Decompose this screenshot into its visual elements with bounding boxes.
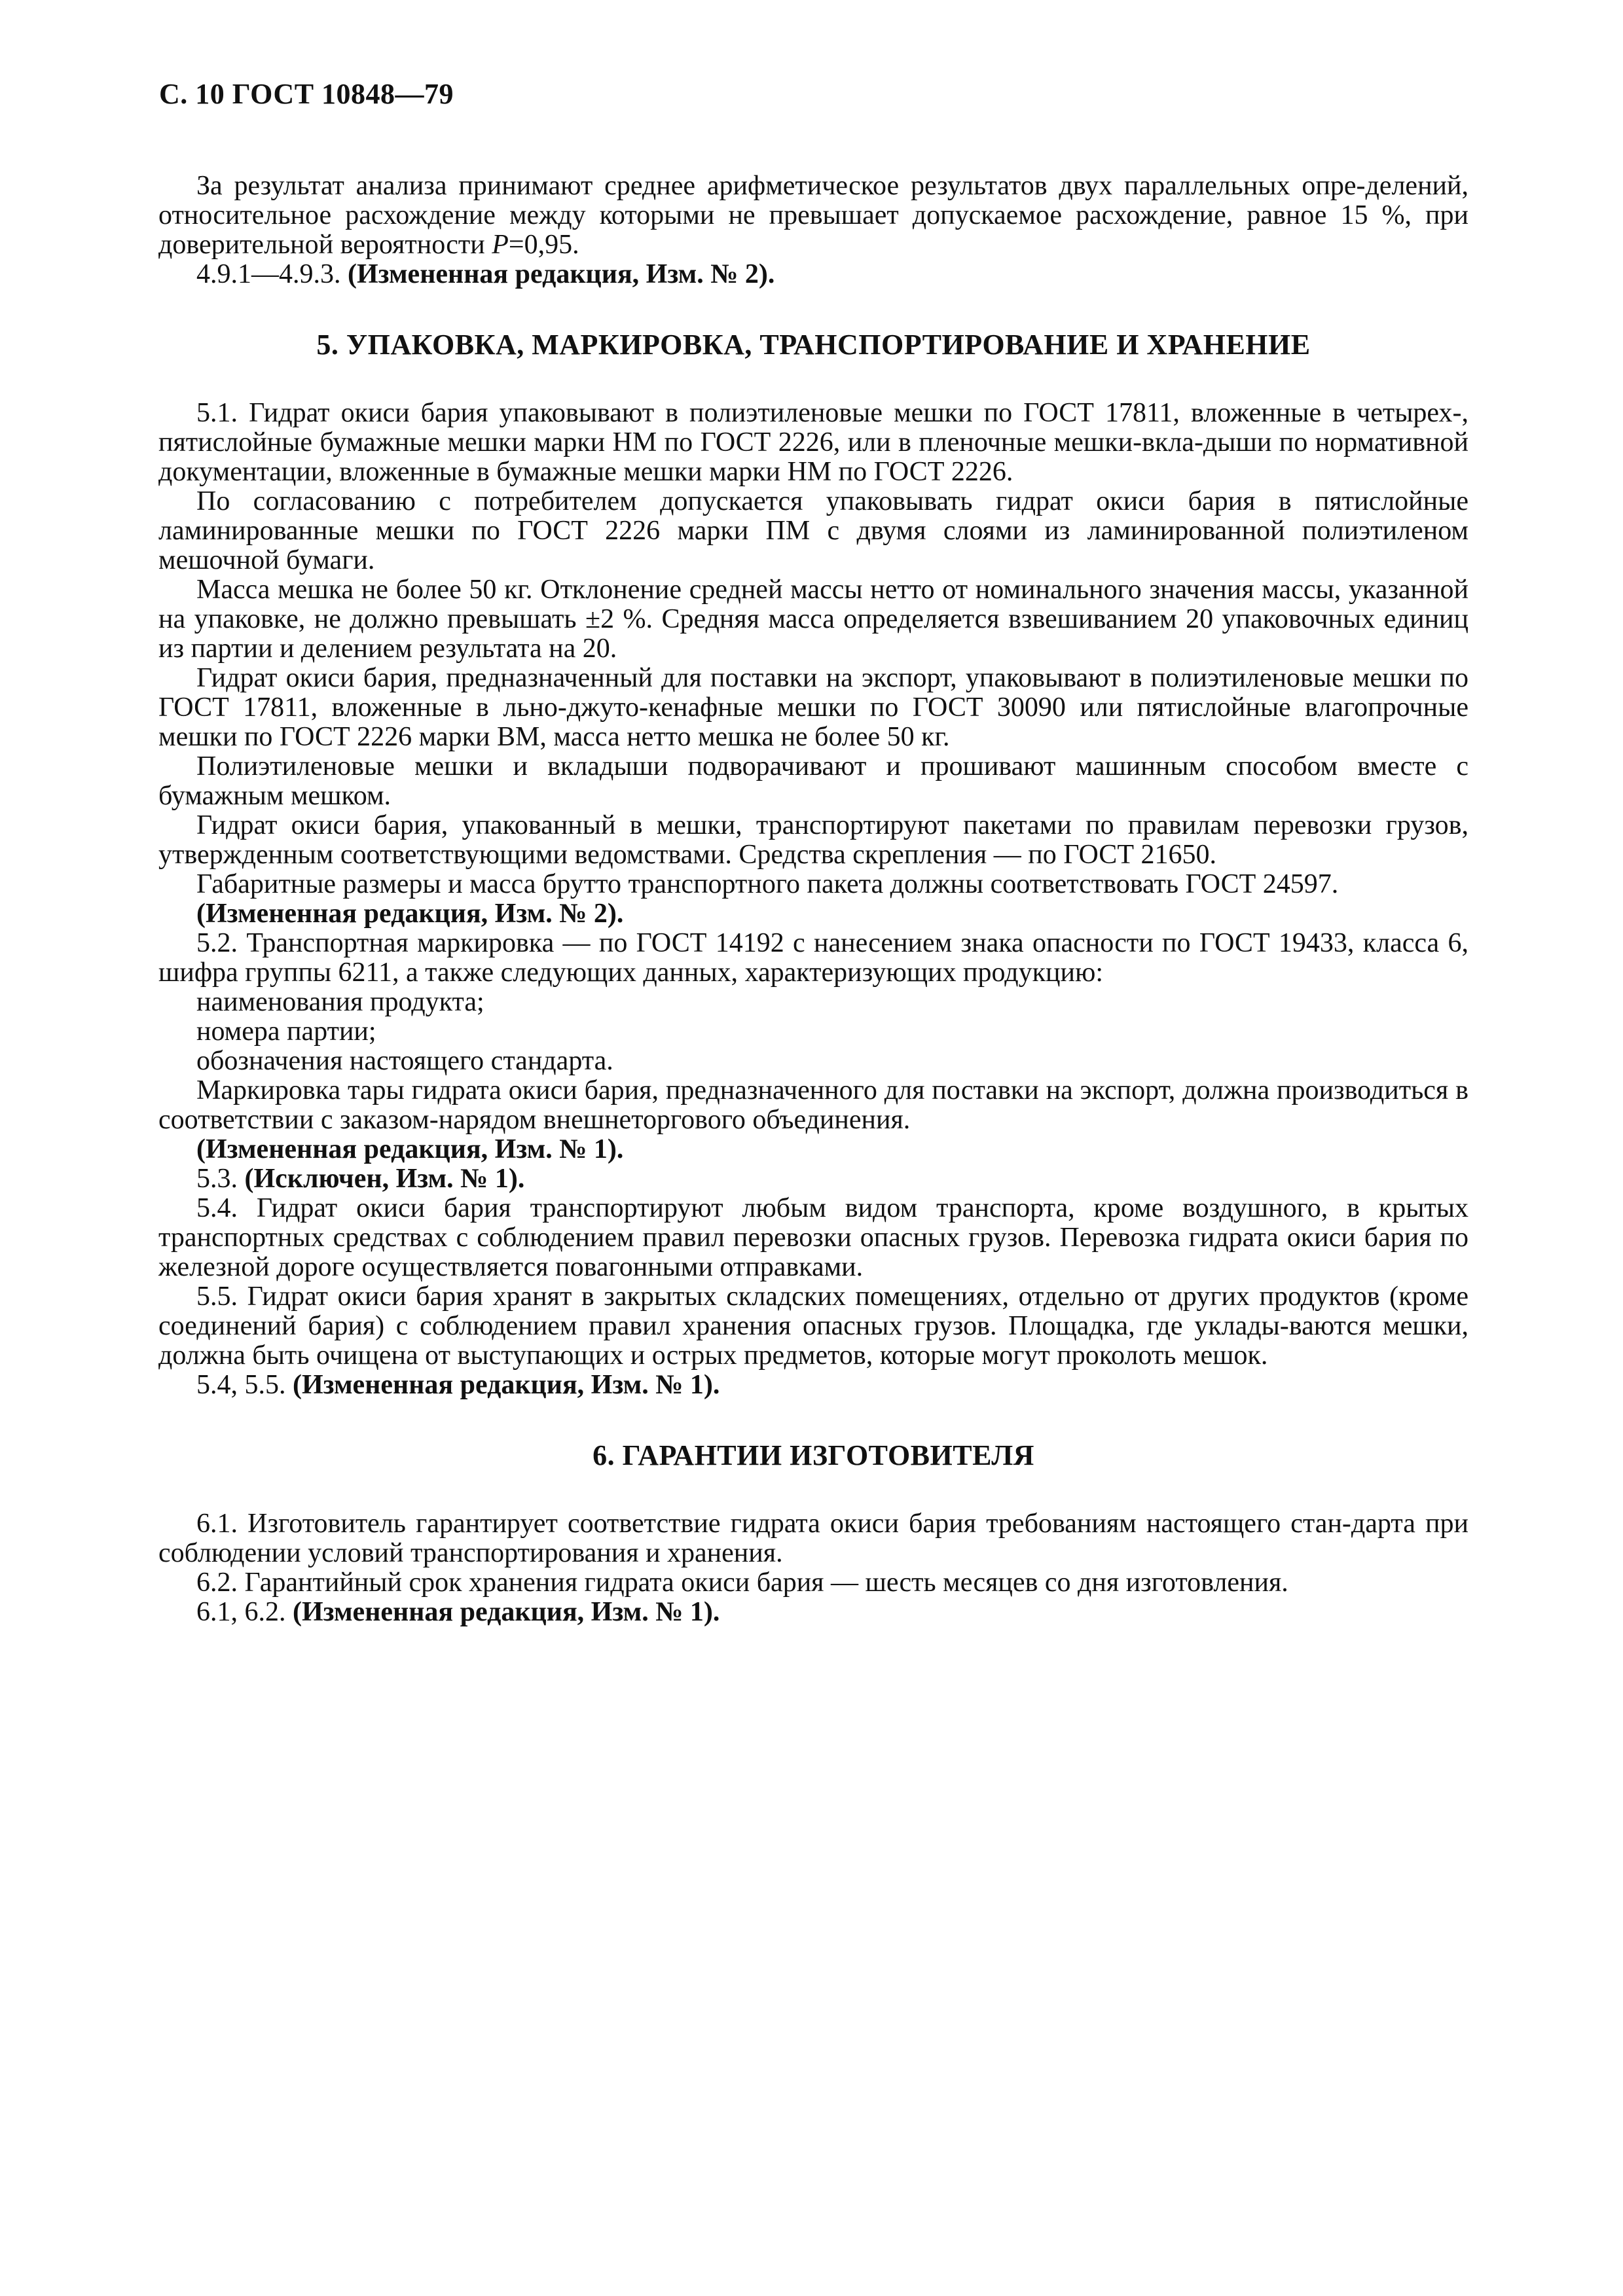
para-6-2: 6.2. Гарантийный срок хранения гидрата окиси бария — шесть месяцев со дня изготовления.: [196, 1568, 1288, 1598]
para-ref: 5.3.: [196, 1164, 238, 1194]
list-item: наименования продукта;: [196, 987, 484, 1017]
amendment-6-1-6-2: [158, 1598, 1468, 1627]
intro-text-end: =0,95.: [508, 230, 579, 260]
probability-symbol: P: [492, 230, 509, 260]
page-header: С. 10 ГОСТ 10848—79: [159, 78, 454, 110]
amendment-note: (Измененная редакция, Изм. № 1).: [293, 1597, 720, 1627]
para-5-1-d: Гидрат окиси бария, предназначенный для поставки на экспорт, упаковывают в полиэтиленовые мешки по ГОСТ 17811, вложенные в льно-джуто-кенафные мешки по ГОСТ 30090 или пятислойные влагопрочные мешки по ГОСТ 2226 марки ВМ, масса нетто мешка не более 50 кг.: [158, 663, 1468, 752]
para-5-5: 5.5. Гидрат окиси бария хранят в закрытых складских помещениях, отдельно от других продуктов (кроме соединений бария) с соблюдением правил хранения опасных грузов. Площадка, где уклады-ваются мешки, должна быть очищена от выступающих и острых предметов, которые могут проколоть мешок.: [158, 1282, 1468, 1371]
list-item: номера партии;: [196, 1016, 376, 1047]
section-5-title: 5. УПАКОВКА, МАРКИРОВКА, ТРАНСПОРТИРОВАНИЕ И ХРАНЕНИЕ: [316, 329, 1311, 361]
document-body: [158, 171, 1468, 1627]
para-6-1: 6.1. Изготовитель гарантирует соответствие гидрата окиси бария требованиям настоящего стан-дарта при соблюдении условий транспортирования и хранения.: [158, 1509, 1468, 1568]
para-5-1-b: По согласованию с потребителем допускается упаковывать гидрат окиси бария в пятислойные ламинированные мешки по ГОСТ 2226 марки ПМ с двумя слоями из ламинированной полиэтиленом мешочной бумаги.: [158, 486, 1468, 575]
intro-paragraph: [158, 171, 1468, 260]
para-ref: 5.4, 5.5.: [196, 1370, 286, 1400]
amendment-5-4-5-5: [158, 1371, 1468, 1400]
para-5-1-g: Габаритные размеры и масса брутто транспортного пакета должны соответствовать ГОСТ 24597.: [196, 869, 1339, 899]
list-item: обозначения настоящего стандарта.: [196, 1046, 613, 1076]
section-6-title: 6. ГАРАНТИИ ИЗГОТОВИТЕЛЯ: [593, 1439, 1034, 1471]
para-ref: 6.1, 6.2.: [196, 1597, 286, 1627]
para-5-3: [158, 1164, 1468, 1194]
amendment-note: (Измененная редакция, Изм. № 1).: [293, 1370, 720, 1400]
amendment-ref: 4.9.1—4.9.3.: [196, 259, 341, 289]
para-5-2: 5.2. Транспортная маркировка — по ГОСТ 14192 с нанесением знака опасности по ГОСТ 19433, класса 6, шифра группы 6211, а также следующих данных, характеризующих продукцию:: [158, 928, 1468, 988]
para-5-1-f: Гидрат окиси бария, упакованный в мешки, транспортируют пакетами по правилам перевозки грузов, утвержденным соответствующими ведомствами. Средства скрепления — по ГОСТ 21650.: [158, 810, 1468, 870]
excluded-note: (Исключен, Изм. № 1).: [244, 1164, 525, 1194]
para-5-2-b: Маркировка тары гидрата окиси бария, предназначенного для поставки на экспорт, должна производиться в соответствии с заказом-нарядом внешнеторгового объединения.: [158, 1075, 1468, 1135]
para-5-4: 5.4. Гидрат окиси бария транспортируют любым видом транспорта, кроме воздушного, в крытых транспортных средствах с соблюдением правил перевозки опасных грузов. Перевозка гидрата окиси бария по железной дороге осуществляется повагонными отправками.: [158, 1193, 1468, 1282]
para-5-1-c: Масса мешка не более 50 кг. Отклонение средней массы нетто от номинального значения массы, указанной на упаковке, не должно превышать ±2 %. Средняя масса определяется взвешиванием 20 упаковочных единиц из партии и делением результата на 20.: [158, 575, 1468, 664]
intro-amendment: [158, 260, 1468, 289]
amendment-note-5-2: (Измененная редакция, Изм. № 1).: [196, 1134, 624, 1164]
amendment-note: (Измененная редакция, Изм. № 2).: [348, 259, 775, 289]
para-5-1-e: Полиэтиленовые мешки и вкладыши подворачивают и прошивают машинным способом вместе с бумажным мешком.: [158, 751, 1468, 811]
intro-text: За результат анализа принимают среднее арифметическое результатов двух параллельных опре-делений, относительное расхождение между которыми не превышает допускаемое расхождение, равное 15 %, при доверительной вероятности: [158, 171, 1468, 260]
para-5-1: 5.1. Гидрат окиси бария упаковывают в полиэтиленовые мешки по ГОСТ 17811, вложенные в четырех-, пятислойные бумажные мешки марки НМ по ГОСТ 2226, или в пленочные мешки-вкла-дыши по нормативной документации, вложенные в бумажные мешки марки НМ по ГОСТ 2226.: [158, 398, 1468, 487]
amendment-note-5-1: (Измененная редакция, Изм. № 2).: [196, 899, 624, 929]
